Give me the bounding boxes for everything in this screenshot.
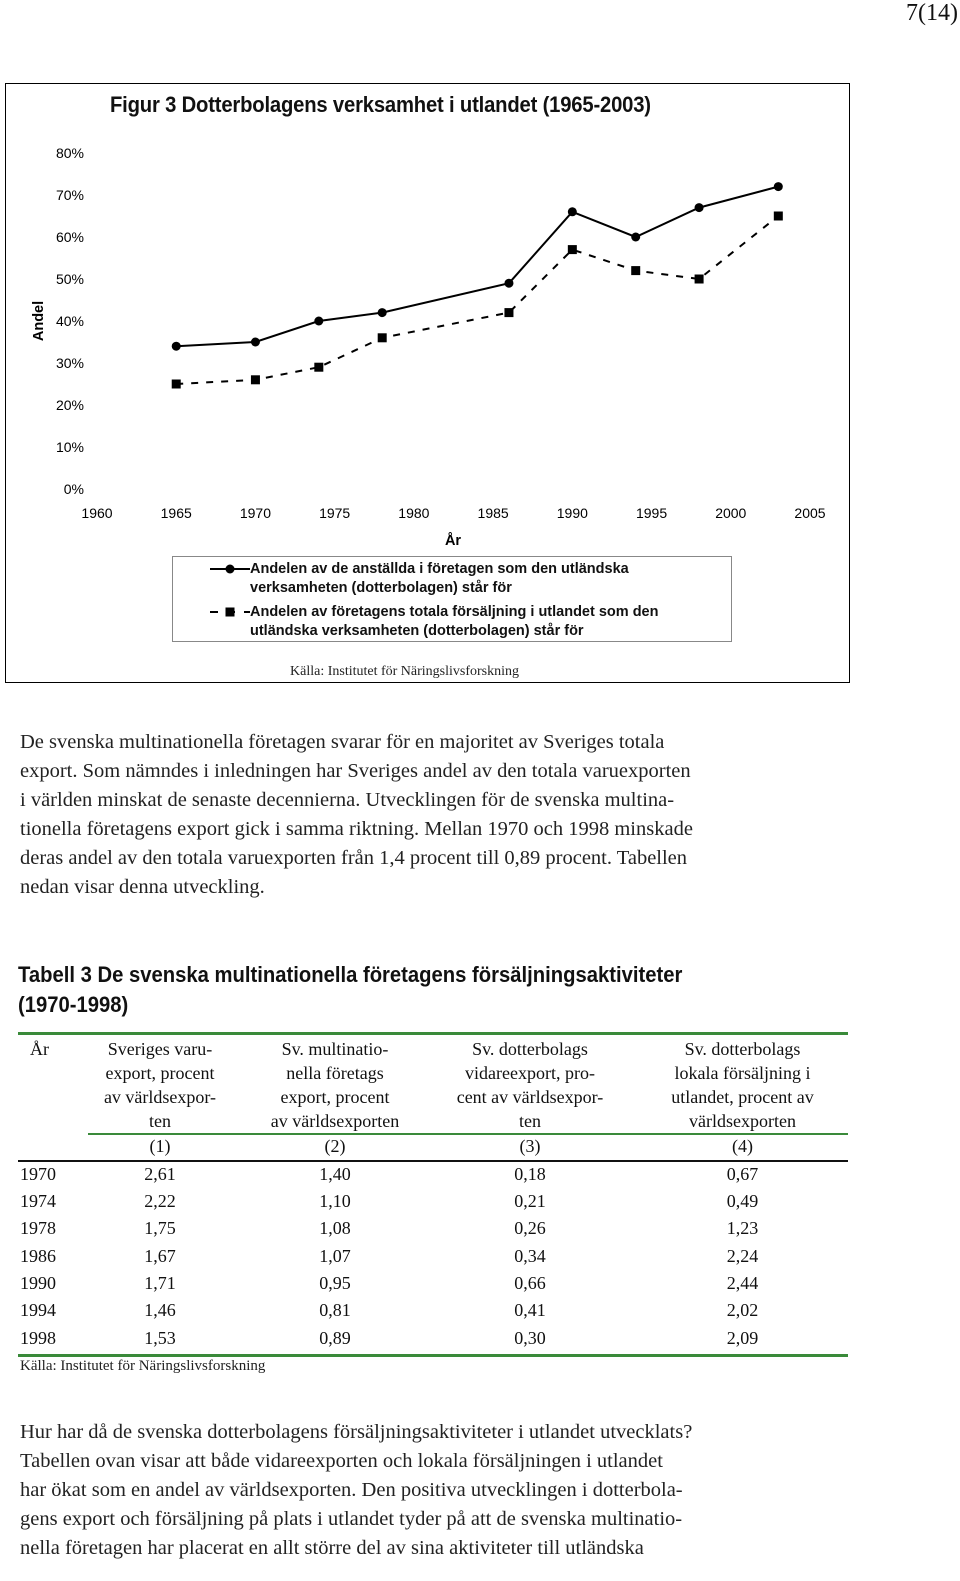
table-header-col-2 bbox=[245, 1037, 425, 1133]
text-line: deras andel av den totala varuexporten från 1,4 procent till 0,89 procent. Tabellen bbox=[20, 847, 688, 869]
paragraph-2 bbox=[20, 1418, 840, 1563]
legend-entry-employees bbox=[250, 560, 720, 598]
page-number: 7(14) bbox=[906, 0, 958, 26]
table-cell: 0,21 bbox=[514, 1191, 546, 1211]
table-header-rule bbox=[88, 1133, 848, 1135]
data-point-circle bbox=[631, 233, 640, 242]
table-top-rule bbox=[18, 1032, 848, 1035]
table-cell: 0,30 bbox=[514, 1328, 546, 1348]
x-tick-label: 1970 bbox=[239, 505, 272, 521]
table-cell: 2,09 bbox=[726, 1328, 759, 1348]
text-line: export. Som nämndes i inledningen har Sveriges andel av den totala varuexporten bbox=[20, 760, 691, 782]
data-point-square bbox=[695, 275, 704, 284]
header-line: nella företags bbox=[286, 1063, 384, 1083]
table-cell: 1,40 bbox=[319, 1164, 351, 1184]
header-line: utlandet, procent av bbox=[671, 1087, 814, 1107]
text-line: nella företagen har placerat en allt större del av sina aktiviteter till utländska bbox=[20, 1537, 644, 1559]
header-line: lokala försäljning i bbox=[674, 1063, 811, 1083]
header-line: export, procent bbox=[280, 1087, 390, 1107]
data-point-circle bbox=[774, 182, 783, 191]
x-tick-label: 1985 bbox=[477, 505, 509, 521]
text-line: har ökat som en andel av världsexporten. Den positiva utvecklingen i dotterbola- bbox=[20, 1479, 683, 1501]
y-tick-label: 40% bbox=[55, 313, 84, 329]
table-cell: 1,67 bbox=[144, 1246, 176, 1266]
y-tick-label: 60% bbox=[55, 229, 84, 245]
y-tick-label: 30% bbox=[55, 355, 84, 371]
x-axis-title: År bbox=[444, 533, 462, 549]
table-row-year: 1974 bbox=[20, 1191, 56, 1211]
table-cell: 0,89 bbox=[319, 1328, 351, 1348]
data-point-square bbox=[568, 245, 577, 254]
data-point-square bbox=[251, 375, 260, 384]
data-point-square bbox=[314, 363, 323, 372]
header-line: cent av världsexpor- bbox=[456, 1087, 604, 1107]
table-cell: 1,46 bbox=[144, 1300, 176, 1320]
data-point-circle bbox=[504, 279, 513, 288]
table-cell: 1,53 bbox=[144, 1328, 176, 1348]
table-cell: 1,23 bbox=[726, 1218, 759, 1238]
table-cell: 1,10 bbox=[319, 1191, 351, 1211]
x-tick-label: 1960 bbox=[81, 505, 113, 521]
y-tick-label: 0% bbox=[63, 481, 84, 497]
table-source: Källa: Institutet för Näringslivsforskning bbox=[20, 1358, 266, 1374]
header-line: Sv. multinatio- bbox=[281, 1039, 389, 1059]
header-line: Sv. dotterbolags bbox=[472, 1039, 588, 1059]
y-tick-label: 20% bbox=[55, 397, 84, 413]
table-cell: 0,95 bbox=[319, 1273, 351, 1293]
data-point-square bbox=[774, 212, 783, 221]
header-line: Sveriges varu- bbox=[107, 1039, 213, 1059]
table-body-rule bbox=[18, 1160, 848, 1162]
legend-markers bbox=[205, 560, 255, 630]
x-tick-label: 2000 bbox=[715, 505, 747, 521]
table-bottom-rule bbox=[18, 1354, 848, 1357]
x-tick-label: 2005 bbox=[794, 505, 826, 521]
table-cell: 2,22 bbox=[144, 1191, 176, 1211]
table-header-col-3 bbox=[430, 1037, 630, 1133]
table-cell: 0,34 bbox=[514, 1246, 546, 1266]
legend-line: utländska verksamheten (dotterbolagen) står för bbox=[250, 623, 584, 639]
table-cell: 0,26 bbox=[514, 1218, 546, 1238]
text-line: gens export och försäljning på plats i utlandet tyder på att de svenska multinatio- bbox=[20, 1508, 683, 1530]
table-cell: 0,18 bbox=[514, 1164, 546, 1184]
table-title-line: (1970-1998) bbox=[18, 992, 129, 1017]
column-number-2: (2) bbox=[324, 1136, 346, 1156]
x-tick-label: 1975 bbox=[319, 505, 351, 521]
data-point-square bbox=[504, 308, 513, 317]
x-tick-label: 1980 bbox=[398, 505, 430, 521]
table-row-year: 1994 bbox=[20, 1300, 56, 1320]
column-number-1: (1) bbox=[149, 1136, 171, 1156]
table-header-col-4 bbox=[640, 1037, 845, 1133]
x-tick-label: 1990 bbox=[556, 505, 588, 521]
table-row-year: 1998 bbox=[20, 1328, 56, 1348]
table-cell: 2,44 bbox=[726, 1273, 759, 1293]
y-tick-label: 80% bbox=[55, 145, 84, 161]
text-line: Tabellen ovan visar att både vidareexporten och lokala försäljningen i utlandet bbox=[20, 1450, 663, 1472]
table-cell: 2,02 bbox=[726, 1300, 759, 1320]
table-row-year: 1986 bbox=[20, 1246, 56, 1266]
table-cell: 2,61 bbox=[144, 1164, 176, 1184]
table-cell: 1,07 bbox=[319, 1246, 351, 1266]
figure-source: Källa: Institutet för Näringslivsforskning bbox=[290, 664, 520, 679]
legend-square-marker bbox=[226, 608, 235, 617]
table-cell: 0,49 bbox=[726, 1191, 759, 1211]
data-point-square bbox=[172, 380, 181, 389]
table-cell: 0,66 bbox=[514, 1273, 546, 1293]
paragraph-1 bbox=[20, 728, 840, 902]
header-line: ten bbox=[519, 1111, 541, 1131]
table-header-col-1 bbox=[80, 1037, 240, 1133]
table-header-year: År bbox=[30, 1039, 49, 1059]
text-line: tionella företagens export gick i samma riktning. Mellan 1970 och 1998 minskade bbox=[20, 818, 693, 840]
y-tick-label: 10% bbox=[55, 439, 84, 455]
y-tick-label: 50% bbox=[55, 271, 84, 287]
legend-line: Andelen av de anställda i företagen som den utländska bbox=[250, 561, 629, 577]
data-point-square bbox=[378, 333, 387, 342]
header-line: ten bbox=[149, 1111, 171, 1131]
column-number-3: (3) bbox=[519, 1136, 541, 1156]
legend-circle-marker bbox=[226, 565, 235, 574]
x-tick-label: 1965 bbox=[160, 505, 192, 521]
table-cell: 1,71 bbox=[144, 1273, 176, 1293]
data-point-circle bbox=[314, 317, 323, 326]
table-cell: 1,08 bbox=[319, 1218, 351, 1238]
series-line-employees bbox=[176, 187, 778, 347]
column-number-4: (4) bbox=[732, 1136, 753, 1156]
text-line: Hur har då de svenska dotterbolagens försäljningsaktiviteter i utlandet utvecklats? bbox=[20, 1421, 693, 1443]
table-cell: 1,75 bbox=[144, 1218, 176, 1238]
legend-line: verksamheten (dotterbolagen) står för bbox=[250, 580, 512, 596]
data-point-circle bbox=[695, 203, 704, 212]
table-row-year: 1990 bbox=[20, 1273, 56, 1293]
x-tick-label: 1995 bbox=[635, 505, 668, 521]
table-title bbox=[18, 960, 682, 1020]
data-point-circle bbox=[172, 342, 181, 351]
header-line: av världsexpor- bbox=[103, 1087, 217, 1107]
header-line: vidareexport, pro- bbox=[465, 1063, 595, 1083]
y-tick-label: 70% bbox=[55, 187, 84, 203]
y-axis-title: Andel bbox=[31, 300, 47, 342]
table-title-line: Tabell 3 De svenska multinationella företagens försäljningsaktiviteter bbox=[18, 962, 683, 987]
table-cell: 2,24 bbox=[726, 1246, 759, 1266]
text-line: i världen minskat de senaste decennierna. Utvecklingen för de svenska multina- bbox=[20, 789, 675, 811]
text-line: De svenska multinationella företagen svarar för en majoritet av Sveriges totala bbox=[20, 731, 665, 753]
legend-entry-sales bbox=[250, 603, 720, 641]
data-point-square bbox=[631, 266, 640, 275]
table-cell: 0,81 bbox=[319, 1300, 351, 1320]
figure-title: Figur 3 Dotterbolagens verksamhet i utlandet (1965-2003) bbox=[110, 92, 651, 117]
data-point-circle bbox=[378, 308, 387, 317]
series-line-sales bbox=[176, 216, 778, 384]
text-line: nedan visar denna utveckling. bbox=[20, 876, 265, 898]
header-line: världsexporten bbox=[689, 1111, 796, 1131]
data-point-circle bbox=[568, 207, 577, 216]
legend-line: Andelen av företagens totala försäljning i utlandet som den bbox=[250, 604, 659, 620]
header-line: export, procent bbox=[105, 1063, 215, 1083]
table-row-year: 1970 bbox=[20, 1164, 56, 1184]
table-row-year: 1978 bbox=[20, 1218, 56, 1238]
data-point-circle bbox=[251, 338, 260, 347]
header-line: av världsexporten bbox=[270, 1111, 400, 1131]
header-line: Sv. dotterbolags bbox=[684, 1039, 801, 1059]
table-cell: 0,67 bbox=[726, 1164, 759, 1184]
table-cell: 0,41 bbox=[514, 1300, 546, 1320]
